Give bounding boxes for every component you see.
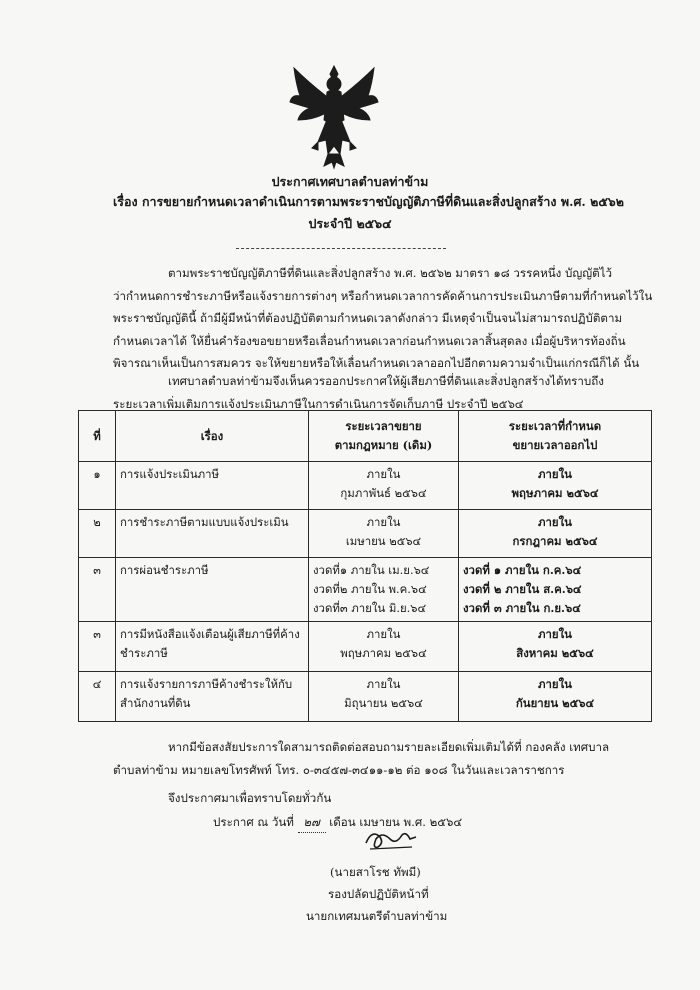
legal-line: งวดที่๑ ภายใน เม.ย.๖๔: [313, 563, 430, 577]
row-topic: [116, 672, 309, 722]
extended-line: กรกฎาคม ๒๕๖๔: [512, 534, 598, 548]
table-row: [79, 510, 652, 558]
subject-title: เรื่อง การขยายกำหนดเวลาดำเนินการตามพระราชบัญญัติภาษีที่ดินและสิ่งปลูกสร้าง พ.ศ. ๒๕๖๒: [113, 194, 624, 209]
topic-line: การผ่อนชำระภาษี: [120, 563, 209, 577]
date-line: [213, 814, 462, 833]
legal-line: กุมภาพันธ์ ๒๕๖๔: [340, 486, 427, 500]
table-row: [79, 672, 652, 722]
extended-line: ภายใน: [538, 515, 572, 529]
row-no: ๒: [79, 510, 116, 558]
row-legal: [309, 622, 459, 672]
row-extended: [459, 672, 652, 722]
legal-line: พฤษภาคม ๒๕๖๔: [340, 646, 427, 660]
row-extended: [459, 558, 652, 622]
paragraph-contact: [113, 736, 658, 781]
row-extended: [459, 622, 652, 672]
header-extended-line1: ระยะเวลาที่กำหนด: [508, 419, 602, 433]
extended-line: งวดที่ ๒ ภายใน ส.ค.๖๔: [463, 582, 582, 596]
row-legal: [309, 672, 459, 722]
date-prefix: ประกาศ ณ วันที่: [213, 815, 294, 829]
extended-line: ภายใน: [538, 627, 572, 641]
signature-icon: [360, 825, 420, 853]
announce-line: จึงประกาศมาเพื่อทราบโดยทั่วกัน: [168, 791, 332, 805]
table-header-row: [79, 411, 652, 462]
year-title: ประจำปี ๒๕๖๔: [308, 216, 392, 231]
row-legal: [309, 462, 459, 510]
topic-line: การแจ้งประเมินภาษี: [120, 467, 220, 481]
topic-line: การแจ้งรายการภาษีค้างชำระให้กับ: [120, 677, 293, 691]
extended-line: งวดที่ ๑ ภายใน ก.ค.๖๔: [463, 563, 582, 577]
paragraph-line: ระยะเวลาเพิ่มเติมการแจ้งประเมินภาษีในการดำเนินการจัดเก็บภาษี ประจำปี ๒๕๖๔: [113, 396, 524, 411]
topic-line: การชำระภาษีตามแบบแจ้งประเมิน: [120, 515, 289, 529]
paragraph-line: พิจารณาเห็นเป็นการสมควร จะให้ขยายหรือให้เลื่อนกำหนดเวลาออกไปอีกตามความจำเป็นแก่กรณีก็ได้ นั้น: [113, 356, 640, 370]
table-row: [79, 462, 652, 510]
signer-position2: นายกเทศมนตรีตำบลท่าข้าม: [306, 909, 448, 923]
paragraph-line: ว่ากำหนดการชำระภาษีหรือแจ้งรายการต่างๆ หรือกำหนดเวลาการคัดค้านการประเมินภาษีตามที่กำหนดไว้ใน: [113, 288, 653, 303]
paragraph-line: กำหนดเวลาได้ ให้ยื่นคำร้องขอขยายหรือเลื่อนกำหนดเวลาก่อนกำหนดเวลาสิ้นสุดลง เมื่อผู้บริหารท้องถิ่น: [113, 333, 626, 348]
issuer-title: ประกาศเทศบาลตำบลท่าข้าม: [271, 174, 429, 189]
header-extended-line2: ขยายเวลาออกไป: [512, 438, 598, 452]
extended-line: งวดที่ ๓ ภายใน ก.ย.๖๔: [463, 601, 581, 615]
legal-line: งวดที่๓ ภายใน มิ.ย.๖๔: [313, 601, 427, 615]
legal-line: เมษายน ๒๕๖๔: [345, 534, 422, 548]
table-row: [79, 558, 652, 622]
row-legal: [309, 510, 459, 558]
extended-line: พฤษภาคม ๒๕๖๔: [511, 486, 599, 500]
table-row: [79, 622, 652, 672]
header-legal-period: [309, 411, 459, 462]
header-no: ที่: [79, 411, 116, 462]
topic-line: สำนักงานที่ดิน: [120, 696, 191, 710]
row-extended: [459, 510, 652, 558]
header-legal-line1: ระยะเวลาขยาย: [345, 419, 422, 433]
extended-line: ภายใน: [538, 467, 572, 481]
row-no: ๔: [79, 672, 116, 722]
row-topic: [116, 462, 309, 510]
schedule-table: [78, 410, 652, 722]
divider: [236, 248, 446, 249]
extended-line: สิงหาคม ๒๕๖๔: [516, 646, 594, 660]
paragraph-line: หากมีข้อสงสัยประการใดสามารถติดต่อสอบถามรายละเอียดเพิ่มเติมได้ที่ กองคลัง เทศบาล: [168, 740, 610, 754]
header-extended-period: [459, 411, 652, 462]
extended-line: ภายใน: [538, 677, 572, 691]
legal-line: มิถุนายน ๒๕๖๔: [344, 696, 423, 710]
row-no: ๓: [79, 558, 116, 622]
row-topic: [116, 558, 309, 622]
paragraph-line: ตำบลท่าข้าม หมายเลขโทรศัพท์ โทร. ๐-๓๔๕๗-๓๔๑๑-๑๒ ต่อ ๑๐๘ ในวันและเวลาราชการ: [113, 762, 565, 777]
date-suffix: เดือน เมษายน พ.ศ. ๒๕๖๔: [329, 815, 463, 829]
row-no: ๑: [79, 462, 116, 510]
topic-line: การมีหนังสือแจ้งเตือนผู้เสียภาษีที่ค้าง: [120, 627, 300, 641]
row-no: ๓: [79, 622, 116, 672]
legal-line: ภายใน: [366, 677, 401, 691]
date-day: ๒๗: [298, 814, 326, 833]
row-topic: [116, 510, 309, 558]
paragraph-announce: [113, 370, 658, 415]
legal-line: ภายใน: [366, 627, 401, 641]
paragraph-line: เทศบาลตำบลท่าข้ามจึงเห็นควรออกประกาศให้ผู้เสียภาษีที่ดินและสิ่งปลูกสร้างได้ทราบถึง: [168, 374, 604, 388]
row-topic: [116, 622, 309, 672]
extended-line: กันยายน ๒๕๖๔: [515, 696, 595, 710]
legal-line: ภายใน: [366, 467, 401, 481]
row-legal: [309, 558, 459, 622]
paragraph-law: [113, 262, 658, 375]
topic-line: ชำระภาษี: [120, 646, 168, 660]
header-legal-line2: ตามกฎหมาย (เดิม): [334, 438, 433, 452]
legal-line: ภายใน: [366, 515, 401, 529]
garuda-emblem-icon: [288, 62, 380, 170]
signer-position1: รองปลัดปฏิบัติหน้าที่: [328, 887, 429, 901]
legal-line: งวดที่๒ ภายใน พ.ค.๖๔: [313, 582, 427, 596]
header-topic: เรื่อง: [116, 411, 309, 462]
row-extended: [459, 462, 652, 510]
paragraph-line: พระราชบัญญัตินี้ ถ้ามีผู้มีหน้าที่ต้องปฏิบัติตามกำหนดเวลาดังกล่าว มีเหตุจำเป็นจนไม่สามารถปฏิบัติตาม: [113, 311, 623, 325]
signer-name: (นายสาโรช ทัพมี): [330, 865, 421, 879]
paragraph-line: ตามพระราชบัญญัติภาษีที่ดินและสิ่งปลูกสร้าง พ.ศ. ๒๕๖๒ มาตรา ๑๘ วรรคหนึ่ง บัญญัติไว้: [168, 266, 612, 280]
